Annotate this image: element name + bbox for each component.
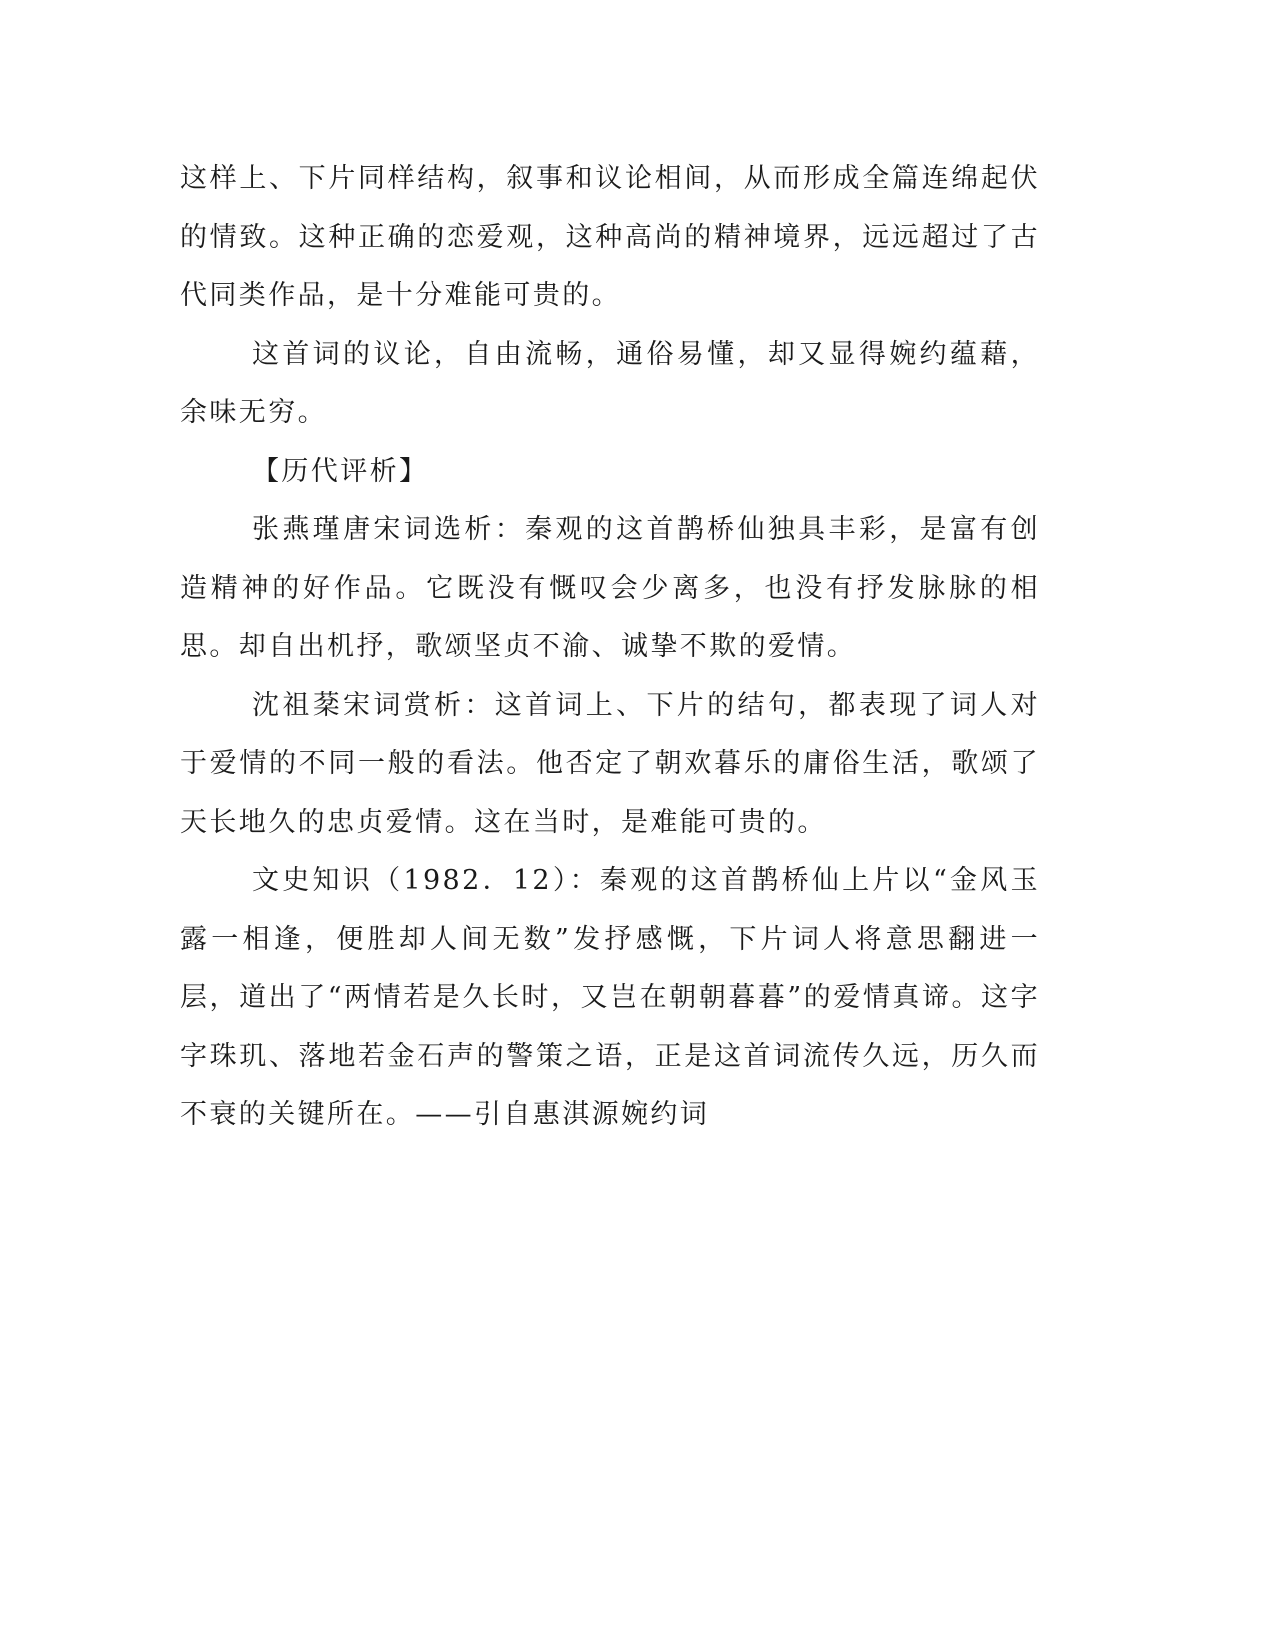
paragraph-commentary: 这首词的议论，自由流畅，通俗易懂，却又显得婉约蕴藉，余味无穷。 (180, 338, 1040, 428)
document-body (180, 150, 1040, 1145)
paragraph-zhang-yanjin: 张燕瑾唐宋词选析：秦观的这首鹊桥仙独具丰彩，是富有创造精神的好作品。它既没有慨叹会少离多，也没有抒发脉脉的相思。却自出机抒，歌颂坚贞不渝、诚挚不欺的爱情。 (180, 514, 1040, 662)
paragraph-shen-zufen: 沈祖棻宋词赏析：这首词上、下片的结句，都表现了词人对于爱情的不同一般的看法。他否定了朝欢暮乐的庸俗生活，歌颂了天长地久的忠贞爱情。这在当时，是难能可贵的。 (180, 689, 1040, 838)
section-heading: 【历代评析】 (252, 455, 429, 487)
paragraph-wenshi-zhishi: 文史知识（1982．12）：秦观的这首鹊桥仙上片以“金风玉露一相逢，便胜却人间无数”发抒感慨，下片词人将意思翻进一层，道出了“两情若是久长时，又岂在朝朝暮暮”的爱情真谛。这字字珠玑、落地若金石声的警策之语，正是这首词流传久远，历久而不衰的关键所在。——引自惠淇源婉约词 (180, 865, 1040, 1130)
paragraph-continuation: 这样上、下片同样结构，叙事和议论相间，从而形成全篇连绵起伏的情致。这种正确的恋爱观，这种高尚的精神境界，远远超过了古代同类作品，是十分难能可贵的。 (180, 163, 1040, 311)
